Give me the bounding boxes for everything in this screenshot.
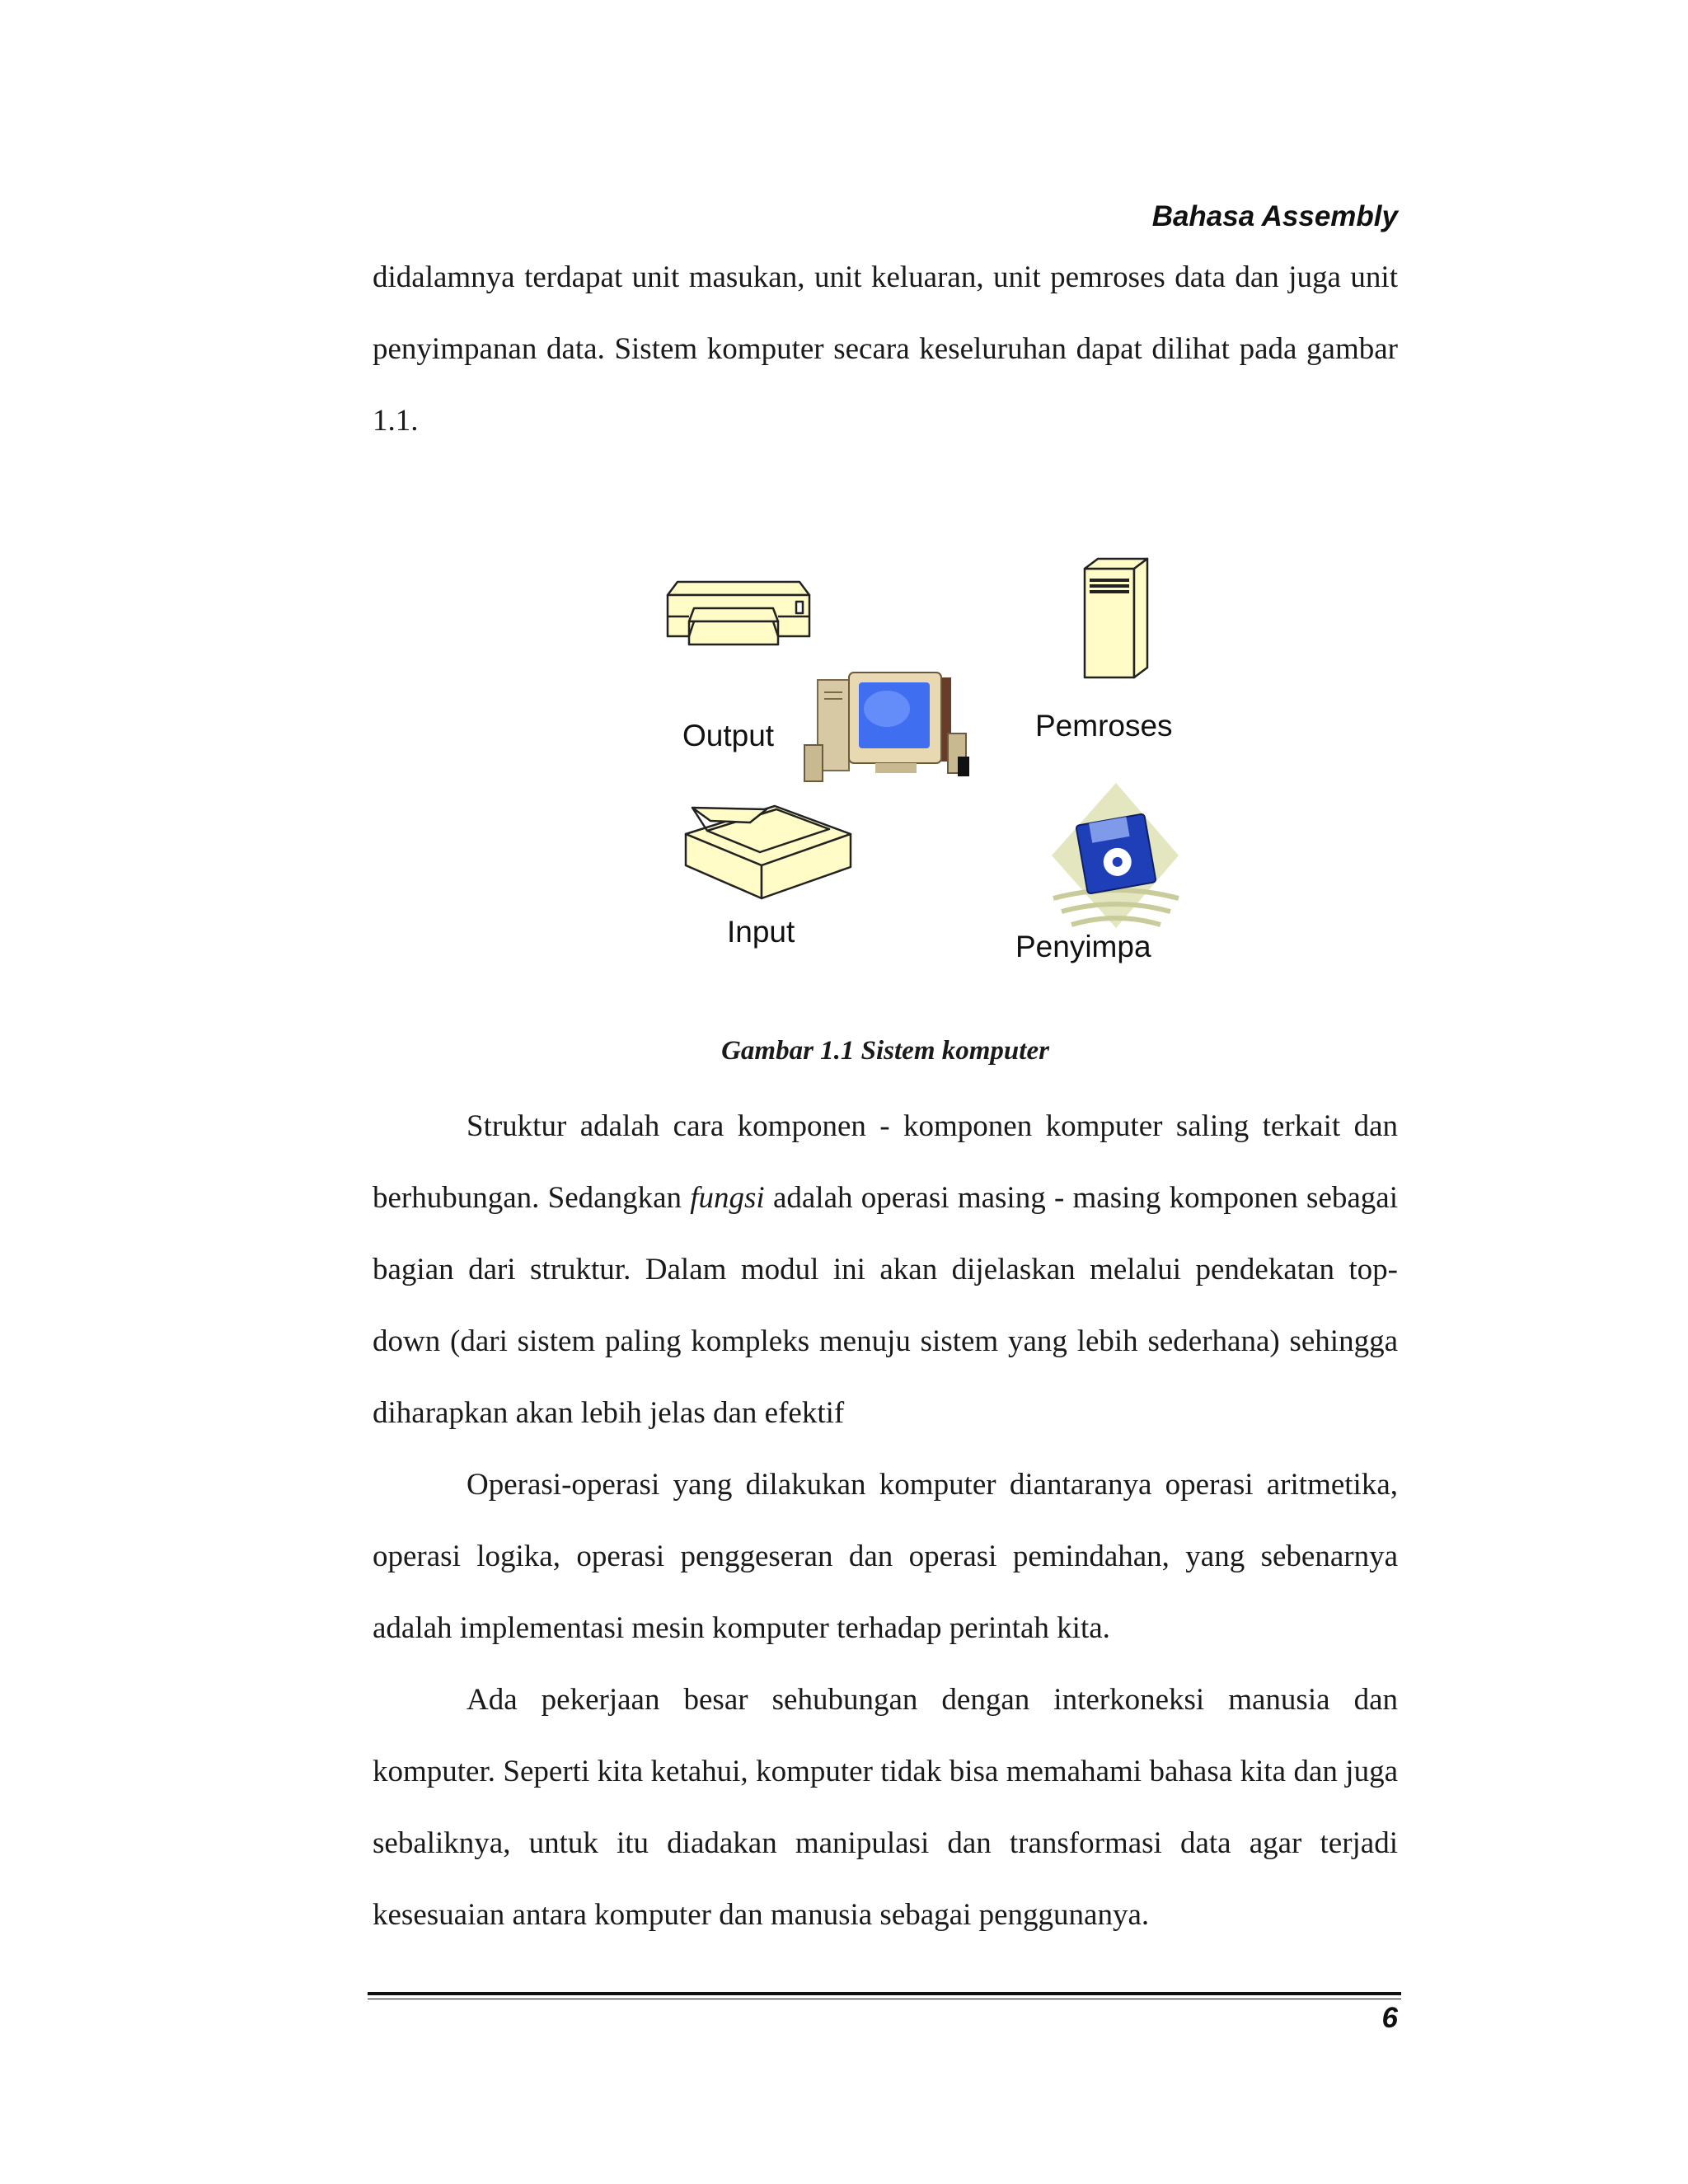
figure-caption: Gambar 1.1 Sistem komputer: [721, 1036, 1049, 1066]
floppy-disk-icon: [1052, 783, 1179, 928]
server-tower-icon: [1085, 559, 1147, 677]
label-storage: Penyimpa: [1015, 930, 1151, 963]
printer-icon: [668, 582, 809, 644]
system-diagram: [643, 544, 1203, 989]
page-number: 6: [1381, 2002, 1398, 2034]
paragraph-interconnection: Ada pekerjaan besar sehubungan dengan interkoneksi manusia dan komputer. Seperti kita ketahui, komputer tidak bisa memahami bahasa kita dan juga sebaliknya, untuk itu diadakan manipulasi dan transformasi data agar terjadi kesesuaian antara komputer dan manusia sebagai penggunanya.: [373, 1683, 1398, 1932]
paragraph-structure: [373, 1090, 1398, 1449]
intro-paragraph-block: [373, 241, 1398, 457]
paragraph-operations: Operasi-operasi yang dilakukan komputer diantaranya operasi aritmetika, operasi logika, operasi penggeseran dan operasi pemindahan, yang sebenarnya adalah implementasi mesin komputer terhadap perintah kita.: [373, 1468, 1398, 1645]
paragraph-structure-part-1: Struktur adalah cara komponen - komponen komputer saling terkait dan berhubungan. Sedangkan: [373, 1109, 1398, 1215]
label-input: Input: [727, 915, 795, 949]
paragraph-structure-part-2: adalah operasi masing - masing komponen sebagai bagian dari struktur. Dalam modul ini akan dijelaskan melalui pendekatan top-down (dari sistem paling kompleks menuju sistem yang lebih sederhana) sehingga diharapkan akan lebih jelas dan efektif: [373, 1181, 1399, 1430]
desktop-computer-icon: [804, 673, 969, 781]
emphasis-fungsi: fungsi: [690, 1181, 765, 1215]
body-text: [373, 1090, 1398, 1951]
footer-rule: [368, 1992, 1401, 1999]
running-header: Bahasa Assembly: [1151, 200, 1398, 232]
intro-paragraph: didalamnya terdapat unit masukan, unit keluaran, unit pemroses data dan juga unit penyimpanan data. Sistem komputer secara keseluruhan dapat dilihat pada gambar 1.1.: [373, 260, 1398, 438]
scanner-icon: [686, 806, 851, 898]
label-output: Output: [682, 719, 775, 752]
label-processor: Pemroses: [1035, 709, 1173, 743]
